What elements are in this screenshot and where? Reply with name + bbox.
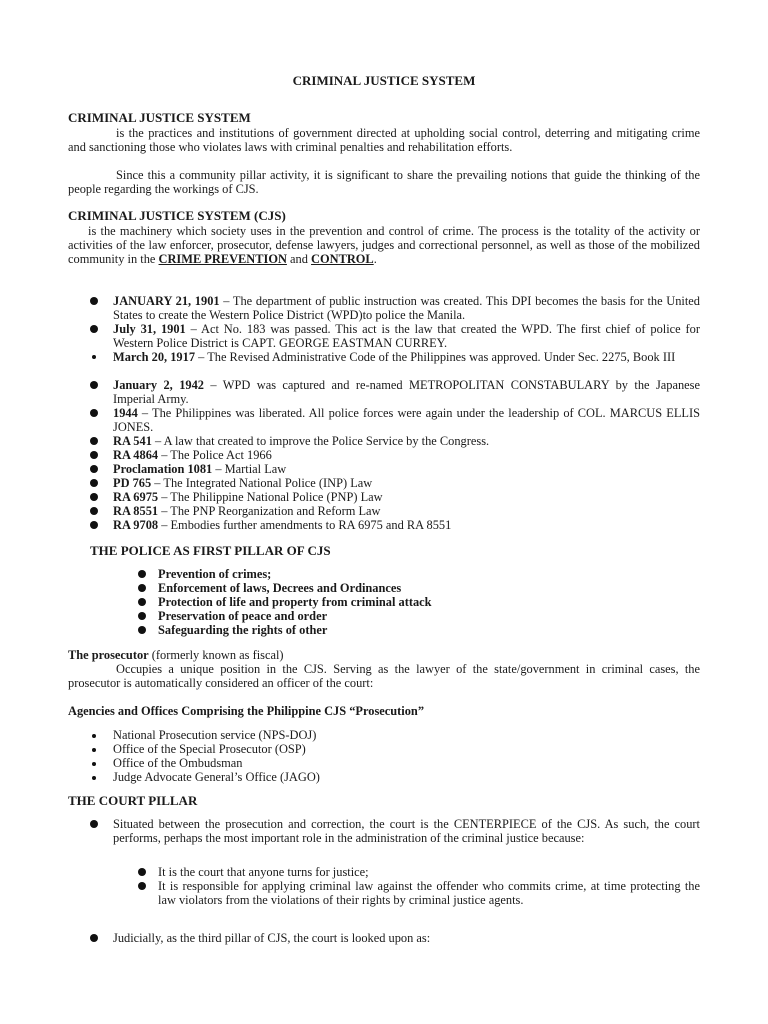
bullet-icon [90,409,98,417]
timeline-item: RA 6975 – The Philippine National Police (PNP) Law [113,490,383,504]
period-text: . [373,252,377,266]
bullet-icon [92,734,96,738]
list-item: Office of the Ombudsman [113,756,243,770]
bullet-icon [90,493,98,501]
bullet-icon [90,820,98,828]
control-emphasis: CONTROL [311,252,374,266]
list-item: Prevention of crimes; [158,567,272,581]
timeline-item: JANUARY 21, 1901 – The department of public instruction was created. This DPI becomes the basis for the United States to create the Western Police District (WPD)to police the Manila. [113,294,700,322]
bullet-icon [92,776,96,780]
bullet-icon [138,584,146,592]
court-subitem: It is the court that anyone turns for justice; [158,865,369,879]
cjs-definition-paragraph: is the practices and institutions of government directed at upholding social control, deterring and mitigating crime and sanctioning those who violates laws with criminal penalties and rehabilitation efforts. [68,126,700,154]
timeline-item: RA 4864 – The Police Act 1966 [113,448,272,462]
bullet-icon [138,570,146,578]
timeline-item: RA 9708 – Embodies further amendments to RA 6975 and RA 8551 [113,518,452,532]
document-title: CRIMINAL JUSTICE SYSTEM [292,73,476,88]
bullet-icon [90,507,98,515]
court-judicial-paragraph: Judicially, as the third pillar of CJS, the court is looked upon as: [113,931,431,945]
section-heading-court: THE COURT PILLAR [68,793,198,808]
and-text: and [290,252,308,266]
bullet-icon [138,598,146,606]
bullet-icon [138,612,146,620]
cjs-machinery-paragraph [68,224,700,266]
section-heading-cjs: CRIMINAL JUSTICE SYSTEM [68,110,251,125]
bullet-icon [92,355,96,359]
agencies-heading: Agencies and Offices Comprising the Philippine CJS “Prosecution” [68,704,425,718]
bullet-icon [90,465,98,473]
court-subitem: It is responsible for applying criminal law against the offender who commits crime, at time protecting the law violators from the violations of their rights by criminal justice agents. [158,879,700,907]
timeline-item: July 31, 1901 – Act No. 183 was passed. This act is the law that created the WPD. The first chief of police for Western Police District is CAPT. GEORGE EASTMAN CURREY. [113,322,700,350]
timeline-item: Proclamation 1081 – Martial Law [113,462,287,476]
list-item: Office of the Special Prosecutor (OSP) [113,742,306,756]
bullet-icon [90,381,98,389]
prosecutor-heading: The prosecutor (formerly known as fiscal) [68,648,284,662]
bullet-icon [138,868,146,876]
bullet-icon [90,325,98,333]
list-item: National Prosecution service (NPS-DOJ) [113,728,317,742]
list-item: Judge Advocate General’s Office (JAGO) [113,770,320,784]
bullet-icon [90,437,98,445]
list-item: Preservation of peace and order [158,609,328,623]
bullet-icon [92,762,96,766]
prosecutor-paragraph: Occupies a unique position in the CJS. Serving as the lawyer of the state/government in criminal cases, the prosecutor is automatically considered an officer of the court: [68,662,700,690]
bullet-icon [90,297,98,305]
bullet-icon [90,521,98,529]
bullet-icon [138,882,146,890]
machinery-text: is the machinery which society uses in the prevention and control of crime. The process is the totality of the activity or activities of the law enforcer, prosecutor, defense lawyers, judges and correctional personnel, as well as those of the mobilized community in the [68,224,700,266]
section-heading-police: THE POLICE AS FIRST PILLAR OF CJS [90,543,331,558]
cjs-community-paragraph: Since this a community pillar activity, it is significant to share the prevailing notions that guide the thinking of the people regarding the workings of CJS. [68,168,700,196]
crime-prevention-emphasis: CRIME PREVENTION [158,252,287,266]
bullet-icon [90,479,98,487]
bullet-icon [92,748,96,752]
bullet-icon [90,934,98,942]
timeline-item: January 2, 1942 – WPD was captured and re-named METROPOLITAN CONSTABULARY by the Japanese Imperial Army. [113,378,700,406]
bullet-icon [90,451,98,459]
list-item: Enforcement of laws, Decrees and Ordinances [158,581,402,595]
list-item: Protection of life and property from criminal attack [158,595,432,609]
timeline-item: 1944 – The Philippines was liberated. All police forces were again under the leadership of COL. MARCUS ELLIS JONES. [113,406,700,434]
court-centerpiece-paragraph: Situated between the prosecution and correction, the court is the CENTERPIECE of the CJS. As such, the court performs, perhaps the most important role in the administration of the criminal justice because: [113,817,700,845]
timeline-item: PD 765 – The Integrated National Police (INP) Law [113,476,373,490]
list-item: Safeguarding the rights of other [158,623,328,637]
timeline-item: March 20, 1917 – The Revised Administrative Code of the Philippines was approved. Under Sec. 2275, Book III [113,350,676,364]
section-heading-cjs-acronym: CRIMINAL JUSTICE SYSTEM (CJS) [68,208,286,223]
timeline-item: RA 8551 – The PNP Reorganization and Reform Law [113,504,381,518]
bullet-icon [138,626,146,634]
timeline-item: RA 541 – A law that created to improve the Police Service by the Congress. [113,434,490,448]
